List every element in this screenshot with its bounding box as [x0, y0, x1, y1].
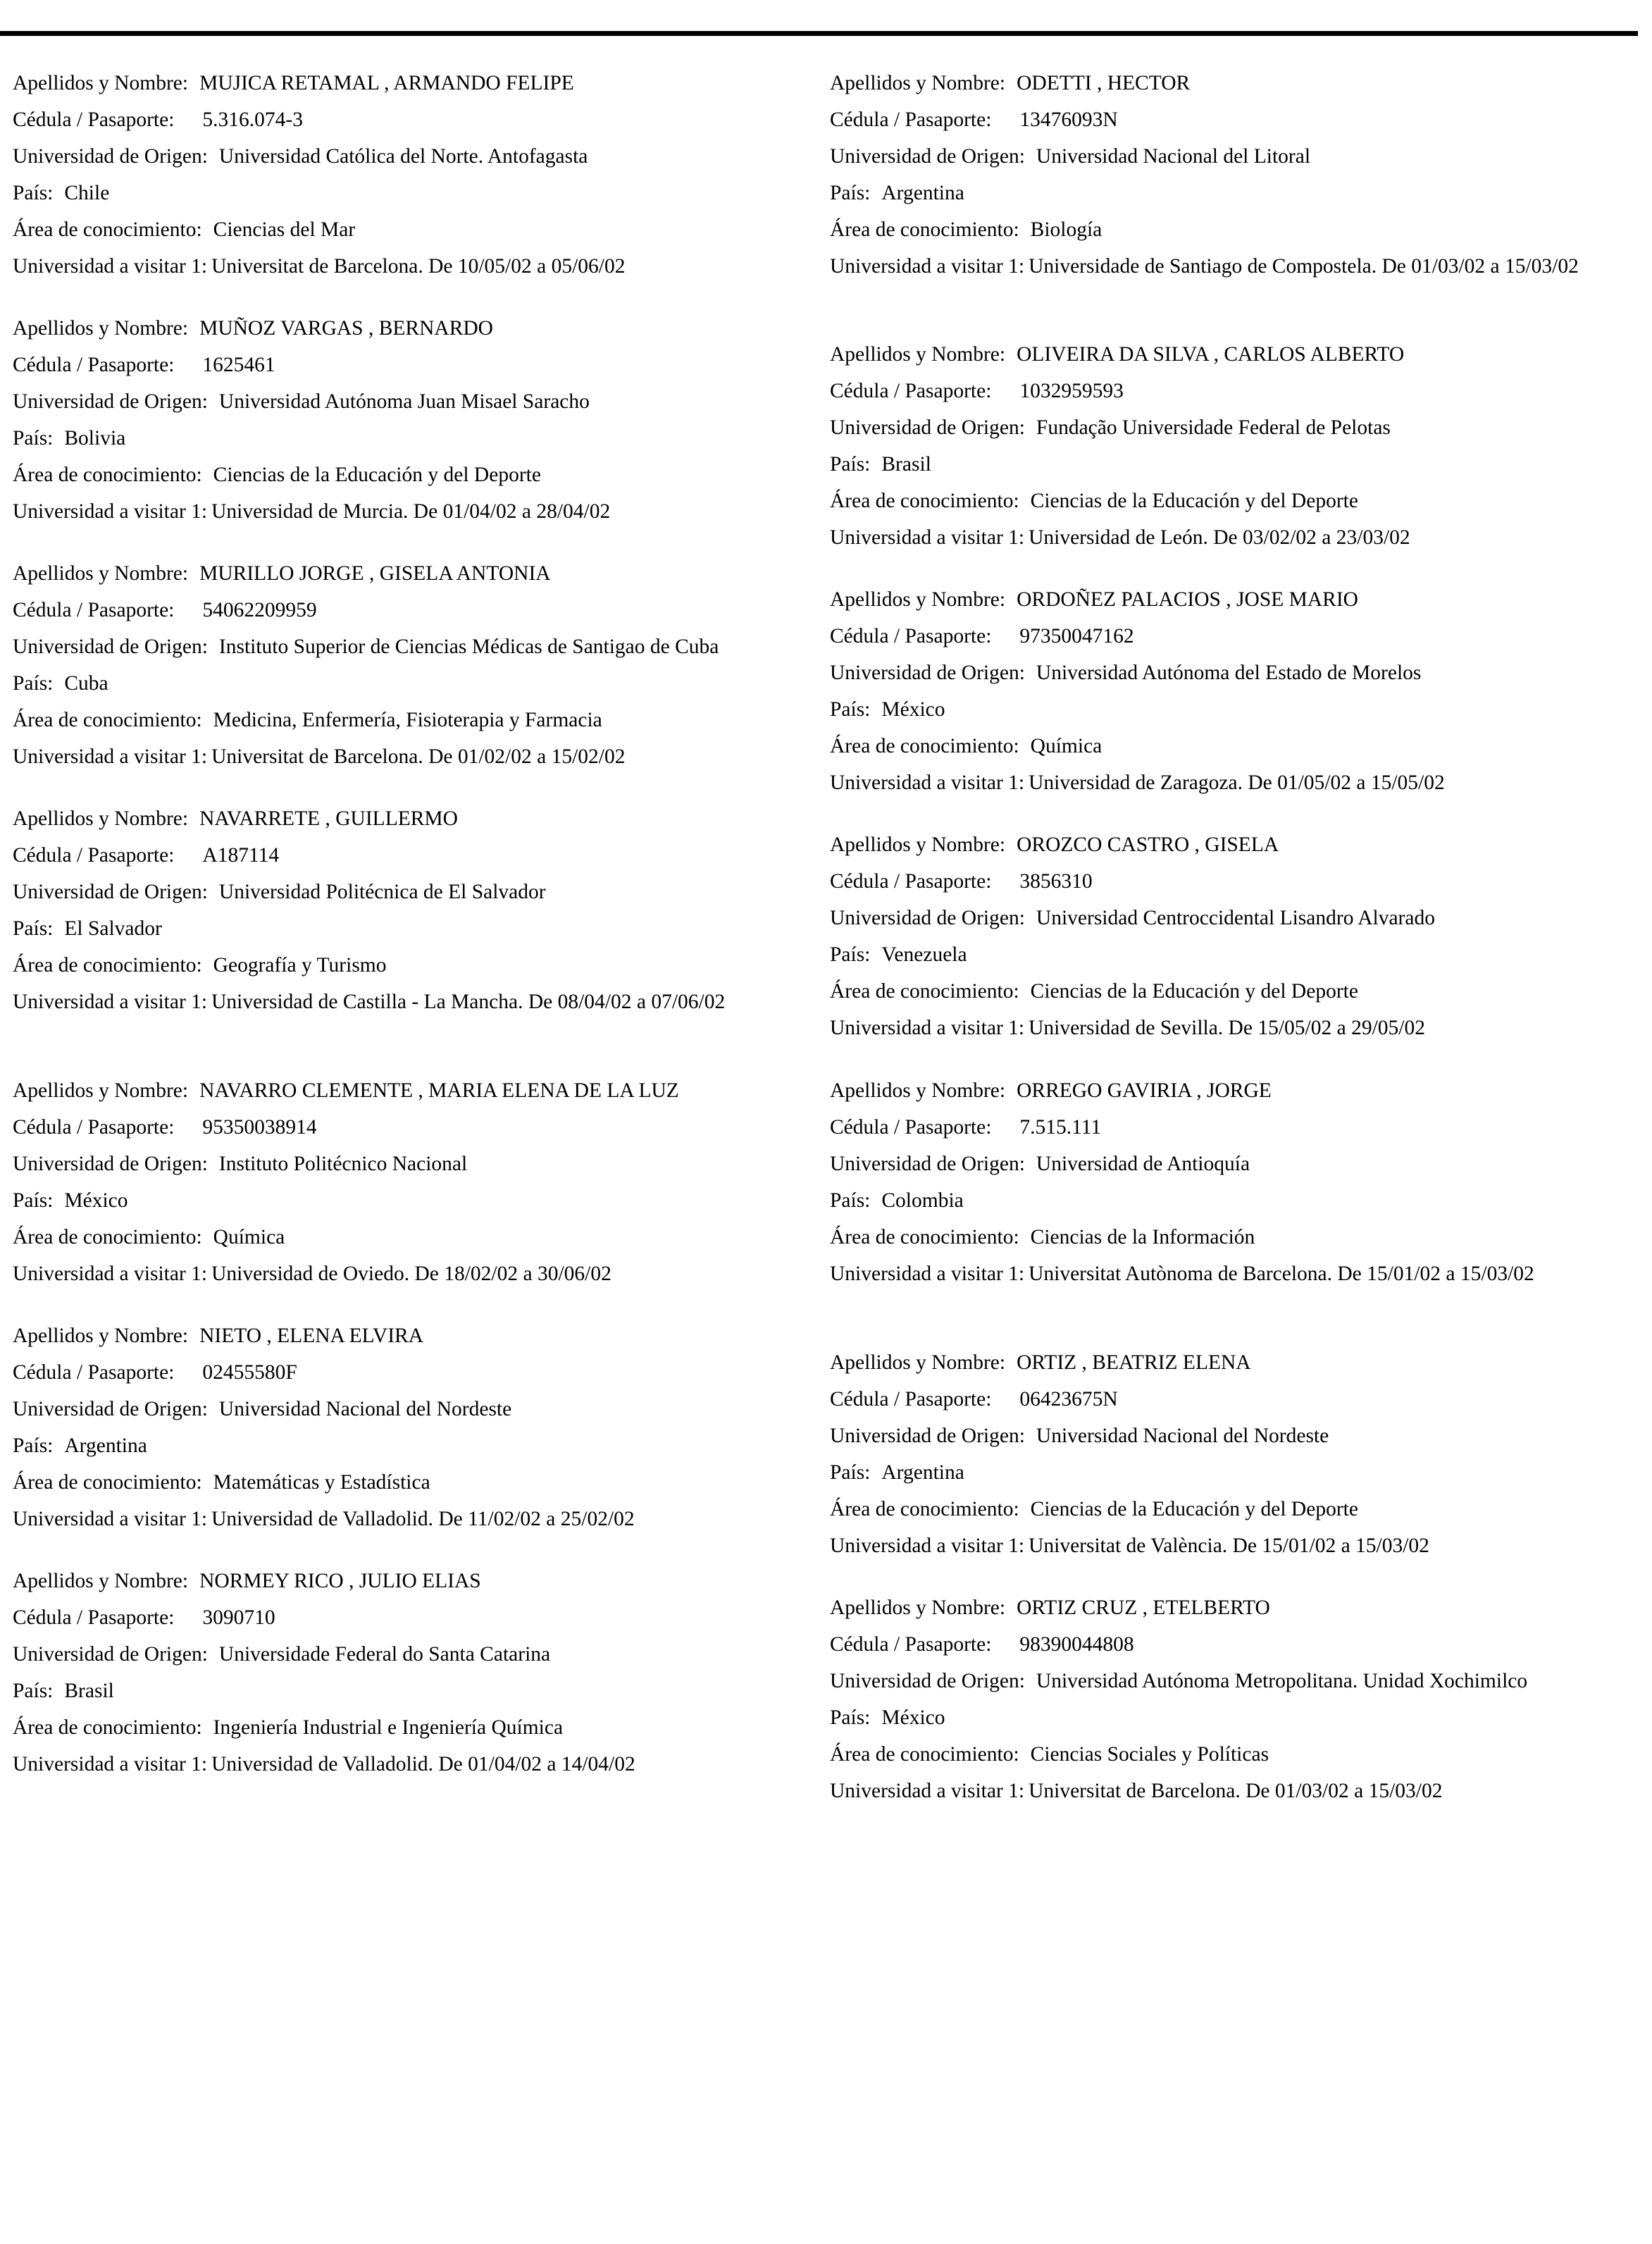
visit-label: Universidad a visitar 1:	[13, 1263, 208, 1285]
name-label: Apellidos y Nombre:	[13, 1325, 189, 1347]
id-label: Cédula / Pasaporte:	[13, 354, 175, 376]
origin-line	[13, 634, 816, 671]
country-value: México	[64, 1189, 128, 1212]
visit-label: Universidad a visitar 1:	[830, 771, 1025, 794]
name-value: ORTIZ CRUZ , ETELBERTO	[1017, 1597, 1270, 1619]
id-line	[13, 352, 816, 389]
area-label: Área de conocimiento:	[13, 954, 202, 977]
country-value: México	[881, 698, 945, 721]
area-value: Ingeniería Industrial e Ingeniería Química	[213, 1716, 564, 1739]
visit-line	[830, 1261, 1633, 1287]
country-label: País:	[830, 1706, 871, 1729]
area-value: Biología	[1030, 218, 1103, 241]
name-label: Apellidos y Nombre:	[830, 1079, 1006, 1102]
name-value: NAVARRO CLEMENTE , MARIA ELENA DE LA LUZ	[199, 1079, 679, 1102]
country-line	[830, 942, 1633, 979]
country-label: País:	[830, 1461, 871, 1484]
visit-value: Universitat de Barcelona. De 01/03/02 a 15/03/02	[1029, 1780, 1443, 1802]
country-label: País:	[830, 1189, 871, 1212]
name-value: MUÑOZ VARGAS , BERNARDO	[199, 317, 493, 340]
country-line	[13, 916, 816, 953]
origin-value: Universidad Nacional del Litoral	[1036, 145, 1311, 168]
id-line	[830, 378, 1633, 415]
origin-value: Universidad Centroccidental Lisandro Alvarado	[1036, 907, 1435, 929]
name-line	[830, 1078, 1633, 1115]
scholar-record	[13, 561, 816, 781]
id-line	[13, 597, 816, 634]
name-line	[830, 832, 1633, 869]
scholar-record	[13, 806, 816, 1015]
country-line	[830, 452, 1633, 488]
scholar-record	[830, 70, 1633, 280]
name-value: OROZCO CASTRO , GISELA	[1017, 833, 1279, 856]
country-line	[13, 426, 816, 462]
origin-label: Universidad de Origen:	[830, 145, 1025, 168]
origin-line	[830, 905, 1633, 942]
country-value: Bolivia	[64, 427, 126, 450]
area-line	[13, 707, 816, 744]
country-value: Venezuela	[881, 943, 967, 966]
scholar-record	[13, 316, 816, 535]
country-label: País:	[830, 943, 871, 966]
origin-value: Universidad Católica del Norte. Antofagasta	[218, 145, 588, 168]
name-label: Apellidos y Nombre:	[13, 317, 189, 340]
country-value: Cuba	[64, 672, 108, 695]
country-value: Brasil	[881, 453, 931, 476]
visit-label: Universidad a visitar 1:	[13, 255, 208, 278]
country-label: País:	[13, 1680, 54, 1702]
id-value: 02455580F	[202, 1361, 297, 1384]
area-value: Ciencias del Mar	[213, 218, 356, 241]
id-line	[13, 843, 816, 879]
name-value: OLIVEIRA DA SILVA , CARLOS ALBERTO	[1017, 343, 1405, 366]
name-line	[830, 1595, 1633, 1632]
name-label: Apellidos y Nombre:	[13, 72, 189, 94]
id-label: Cédula / Pasaporte:	[830, 1116, 992, 1139]
name-value: NIETO , ELENA ELVIRA	[199, 1325, 424, 1347]
origin-line	[13, 1396, 816, 1433]
country-label: País:	[13, 672, 54, 695]
country-value: Argentina	[881, 1461, 964, 1484]
visit-label: Universidad a visitar 1:	[830, 526, 1025, 549]
visit-line	[13, 1506, 816, 1543]
country-line	[830, 697, 1633, 733]
id-line	[830, 1387, 1633, 1423]
origin-label: Universidad de Origen:	[13, 390, 208, 413]
visit-line	[13, 254, 816, 290]
area-line	[830, 1225, 1633, 1261]
origin-line	[13, 389, 816, 426]
origin-label: Universidad de Origen:	[13, 145, 208, 168]
visit-line	[830, 1015, 1633, 1052]
id-value: 13476093N	[1019, 109, 1118, 131]
name-line	[13, 561, 816, 597]
origin-value: Universidad Autónoma Metropolitana. Unidad Xochimilco	[1036, 1670, 1528, 1692]
origin-line	[830, 1668, 1633, 1705]
country-label: País:	[13, 1434, 54, 1457]
area-label: Área de conocimiento:	[830, 218, 1019, 241]
area-line	[830, 1742, 1633, 1778]
id-line	[830, 107, 1633, 144]
visit-line	[13, 1752, 816, 1788]
country-label: País:	[830, 698, 871, 721]
id-value: 3856310	[1019, 870, 1093, 893]
visit-value: Universidad de Oviedo. De 18/02/02 a 30/06/02	[211, 1263, 611, 1285]
id-label: Cédula / Pasaporte:	[830, 1388, 992, 1411]
name-line	[830, 1350, 1633, 1387]
name-label: Apellidos y Nombre:	[13, 562, 189, 585]
visit-line	[830, 254, 1633, 280]
id-label: Cédula / Pasaporte:	[13, 599, 175, 621]
visit-value: Universitat de Barcelona. De 10/05/02 a 05/06/02	[211, 255, 626, 278]
origin-line	[13, 879, 816, 916]
visit-line	[13, 499, 816, 535]
name-value: ORREGO GAVIRIA , JORGE	[1017, 1079, 1272, 1102]
origin-label: Universidad de Origen:	[13, 1643, 208, 1666]
id-value: 7.515.111	[1019, 1116, 1102, 1139]
name-label: Apellidos y Nombre:	[830, 833, 1006, 856]
visit-label: Universidad a visitar 1:	[830, 1535, 1025, 1557]
area-value: Ciencias de la Educación y del Deporte	[1030, 1498, 1358, 1520]
origin-value: Fundação Universidade Federal de Pelotas	[1036, 416, 1391, 439]
visit-value: Universidad de Sevilla. De 15/05/02 a 29/05/02	[1029, 1017, 1425, 1039]
visit-line	[830, 770, 1633, 807]
id-value: 1625461	[202, 354, 275, 376]
origin-label: Universidad de Origen:	[830, 1153, 1025, 1175]
area-line	[830, 488, 1633, 525]
id-value: 98390044808	[1019, 1633, 1134, 1656]
origin-value: Universidad Nacional del Nordeste	[218, 1398, 512, 1420]
area-line	[830, 1496, 1633, 1533]
name-label: Apellidos y Nombre:	[830, 343, 1006, 366]
country-label: País:	[13, 1189, 54, 1212]
origin-label: Universidad de Origen:	[830, 1670, 1025, 1692]
area-value: Medicina, Enfermería, Fisioterapia y Farmacia	[213, 709, 602, 731]
name-label: Apellidos y Nombre:	[13, 807, 189, 830]
visit-label: Universidad a visitar 1:	[830, 255, 1025, 278]
name-label: Apellidos y Nombre:	[830, 72, 1006, 94]
country-line	[830, 180, 1633, 217]
country-value: Brasil	[64, 1680, 114, 1702]
origin-value: Universidad Autónoma del Estado de Morelos	[1036, 662, 1422, 684]
country-value: El Salvador	[64, 917, 162, 940]
origin-line	[830, 1151, 1633, 1188]
origin-value: Instituto Superior de Ciencias Médicas de Santigao de Cuba	[218, 636, 719, 658]
visit-line	[830, 1533, 1633, 1570]
id-value: 97350047162	[1019, 625, 1134, 647]
country-value: Argentina	[881, 182, 964, 204]
country-line	[830, 1188, 1633, 1225]
origin-label: Universidad de Origen:	[13, 881, 208, 903]
origin-line	[13, 1151, 816, 1188]
area-label: Área de conocimiento:	[13, 218, 202, 241]
id-value: 3090710	[202, 1606, 275, 1629]
country-line	[830, 1460, 1633, 1496]
origin-line	[830, 660, 1633, 697]
visit-value: Universidad de Zaragoza. De 01/05/02 a 15/05/02	[1029, 771, 1445, 794]
origin-label: Universidad de Origen:	[13, 1153, 208, 1175]
id-label: Cédula / Pasaporte:	[13, 1116, 175, 1139]
visit-value: Universidad de Murcia. De 01/04/02 a 28/04/02	[211, 500, 611, 523]
id-value: 06423675N	[1019, 1388, 1118, 1411]
visit-label: Universidad a visitar 1:	[830, 1780, 1025, 1802]
country-label: País:	[13, 427, 54, 450]
country-line	[830, 1705, 1633, 1742]
scholar-record	[830, 342, 1633, 562]
id-label: Cédula / Pasaporte:	[830, 109, 992, 131]
country-value: Chile	[64, 182, 110, 204]
scholar-record	[830, 832, 1633, 1052]
area-label: Área de conocimiento:	[830, 1498, 1019, 1520]
id-line	[13, 107, 816, 144]
visit-line	[830, 1778, 1633, 1815]
area-value: Química	[1030, 735, 1103, 757]
scholar-record	[13, 1568, 816, 1788]
id-line	[13, 1115, 816, 1151]
name-value: ODETTI , HECTOR	[1017, 72, 1191, 94]
origin-label: Universidad de Origen:	[830, 662, 1025, 684]
area-label: Área de conocimiento:	[830, 1743, 1019, 1766]
area-label: Área de conocimiento:	[13, 1471, 202, 1494]
origin-label: Universidad de Origen:	[13, 636, 208, 658]
name-label: Apellidos y Nombre:	[830, 588, 1006, 611]
name-label: Apellidos y Nombre:	[830, 1597, 1006, 1619]
name-value: MUJICA RETAMAL , ARMANDO FELIPE	[199, 72, 574, 94]
visit-value: Universidad de Valladolid. De 11/02/02 a 25/02/02	[211, 1508, 635, 1530]
area-line	[830, 979, 1633, 1015]
origin-label: Universidad de Origen:	[830, 907, 1025, 929]
area-value: Ciencias Sociales y Políticas	[1030, 1743, 1269, 1766]
name-line	[830, 342, 1633, 378]
visit-label: Universidad a visitar 1:	[13, 500, 208, 523]
area-line	[13, 1470, 816, 1506]
scholar-record	[830, 1350, 1633, 1570]
name-line	[13, 1568, 816, 1605]
origin-value: Instituto Politécnico Nacional	[218, 1153, 468, 1175]
id-line	[830, 624, 1633, 660]
origin-value: Universidad Politécnica de El Salvador	[218, 881, 546, 903]
origin-line	[13, 1642, 816, 1678]
area-value: Química	[213, 1226, 285, 1248]
visit-value: Universitat de Barcelona. De 01/02/02 a 15/02/02	[211, 745, 626, 768]
top-rule	[0, 31, 1638, 36]
name-line	[13, 70, 816, 107]
name-line	[13, 1078, 816, 1115]
id-label: Cédula / Pasaporte:	[830, 870, 992, 893]
id-label: Cédula / Pasaporte:	[13, 109, 175, 131]
area-label: Área de conocimiento:	[830, 980, 1019, 1003]
area-label: Área de conocimiento:	[13, 1226, 202, 1248]
origin-value: Universidad de Antioquía	[1036, 1153, 1250, 1175]
country-line	[13, 180, 816, 217]
id-line	[830, 1115, 1633, 1151]
area-label: Área de conocimiento:	[13, 709, 202, 731]
origin-label: Universidad de Origen:	[13, 1398, 208, 1420]
visit-value: Universidad de Castilla - La Mancha. De 08/04/02 a 07/06/02	[211, 991, 726, 1013]
id-value: 5.316.074-3	[202, 109, 303, 131]
name-line	[13, 1323, 816, 1360]
area-label: Área de conocimiento:	[830, 490, 1019, 512]
origin-value: Universidade Federal do Santa Catarina	[218, 1643, 551, 1666]
country-label: País:	[830, 453, 871, 476]
visit-label: Universidad a visitar 1:	[13, 1508, 208, 1530]
visit-label: Universidad a visitar 1:	[13, 1753, 208, 1775]
visit-value: Universidad de Valladolid. De 01/04/02 a 14/04/02	[211, 1753, 635, 1775]
visit-value: Universitat Autònoma de Barcelona. De 15/01/02 a 15/03/02	[1029, 1263, 1534, 1285]
visit-value: Universidade de Santiago de Compostela. De 01/03/02 a 15/03/02	[1029, 255, 1579, 278]
area-line	[830, 733, 1633, 770]
area-line	[13, 953, 816, 989]
name-line	[13, 806, 816, 843]
scholar-record	[13, 70, 816, 290]
id-label: Cédula / Pasaporte:	[830, 625, 992, 647]
origin-value: Universidad Autónoma Juan Misael Saracho	[218, 390, 590, 413]
id-line	[13, 1605, 816, 1642]
area-value: Ciencias de la Educación y del Deporte	[1030, 980, 1358, 1003]
id-value: A187114	[202, 844, 280, 867]
country-line	[13, 1188, 816, 1225]
area-label: Área de conocimiento:	[13, 464, 202, 486]
origin-line	[830, 1423, 1633, 1460]
name-line	[830, 70, 1633, 107]
id-value: 54062209959	[202, 599, 317, 621]
name-label: Apellidos y Nombre:	[13, 1570, 189, 1592]
id-label: Cédula / Pasaporte:	[830, 1633, 992, 1656]
visit-label: Universidad a visitar 1:	[830, 1263, 1025, 1285]
origin-line	[830, 415, 1633, 452]
id-value: 1032959593	[1019, 380, 1124, 402]
area-value: Ciencias de la Información	[1030, 1226, 1255, 1248]
country-line	[13, 1678, 816, 1715]
id-label: Cédula / Pasaporte:	[13, 1361, 175, 1384]
id-label: Cédula / Pasaporte:	[13, 844, 175, 867]
country-value: Argentina	[64, 1434, 147, 1457]
visit-value: Universidad de León. De 03/02/02 a 23/03/02	[1029, 526, 1410, 549]
name-value: NAVARRETE , GUILLERMO	[199, 807, 458, 830]
area-line	[13, 462, 816, 499]
country-line	[13, 1433, 816, 1470]
origin-label: Universidad de Origen:	[830, 1425, 1025, 1447]
id-line	[13, 1360, 816, 1396]
id-value: 95350038914	[202, 1116, 317, 1139]
scholar-record	[830, 587, 1633, 807]
country-line	[13, 671, 816, 707]
scholar-record	[830, 1078, 1633, 1287]
country-label: País:	[830, 182, 871, 204]
name-value: ORDOÑEZ PALACIOS , JOSE MARIO	[1017, 588, 1358, 611]
name-line	[13, 316, 816, 352]
scholar-record	[13, 1323, 816, 1543]
visit-line	[830, 525, 1633, 562]
area-value: Ciencias de la Educación y del Deporte	[1030, 490, 1358, 512]
visit-line	[13, 744, 816, 781]
id-line	[830, 869, 1633, 905]
area-value: Matemáticas y Estadística	[213, 1471, 430, 1494]
area-value: Ciencias de la Educación y del Deporte	[213, 464, 541, 486]
visit-label: Universidad a visitar 1:	[830, 1017, 1025, 1039]
country-label: País:	[13, 182, 54, 204]
visit-line	[13, 989, 816, 1015]
origin-label: Universidad de Origen:	[830, 416, 1025, 439]
area-label: Área de conocimiento:	[830, 735, 1019, 757]
area-label: Área de conocimiento:	[830, 1226, 1019, 1248]
country-label: País:	[13, 917, 54, 940]
visit-line	[13, 1261, 816, 1298]
id-label: Cédula / Pasaporte:	[830, 380, 992, 402]
id-label: Cédula / Pasaporte:	[13, 1606, 175, 1629]
scholar-record	[13, 1078, 816, 1298]
area-value: Geografía y Turismo	[213, 954, 387, 977]
name-label: Apellidos y Nombre:	[13, 1079, 189, 1102]
origin-line	[13, 144, 816, 180]
area-line	[13, 1715, 816, 1752]
name-value: ORTIZ , BEATRIZ ELENA	[1017, 1351, 1251, 1374]
country-value: Colombia	[881, 1189, 964, 1212]
visit-label: Universidad a visitar 1:	[13, 745, 208, 768]
area-line	[13, 1225, 816, 1261]
area-line	[13, 217, 816, 254]
name-line	[830, 587, 1633, 624]
visit-label: Universidad a visitar 1:	[13, 991, 208, 1013]
id-line	[830, 1632, 1633, 1668]
name-value: MURILLO JORGE , GISELA ANTONIA	[199, 562, 551, 585]
visit-value: Universitat de València. De 15/01/02 a 15/03/02	[1029, 1535, 1429, 1557]
country-value: México	[881, 1706, 945, 1729]
name-value: NORMEY RICO , JULIO ELIAS	[199, 1570, 481, 1592]
area-label: Área de conocimiento:	[13, 1716, 202, 1739]
name-label: Apellidos y Nombre:	[830, 1351, 1006, 1374]
area-line	[830, 217, 1633, 254]
origin-line	[830, 144, 1633, 180]
scholar-record	[830, 1595, 1633, 1815]
origin-value: Universidad Nacional del Nordeste	[1036, 1425, 1329, 1447]
